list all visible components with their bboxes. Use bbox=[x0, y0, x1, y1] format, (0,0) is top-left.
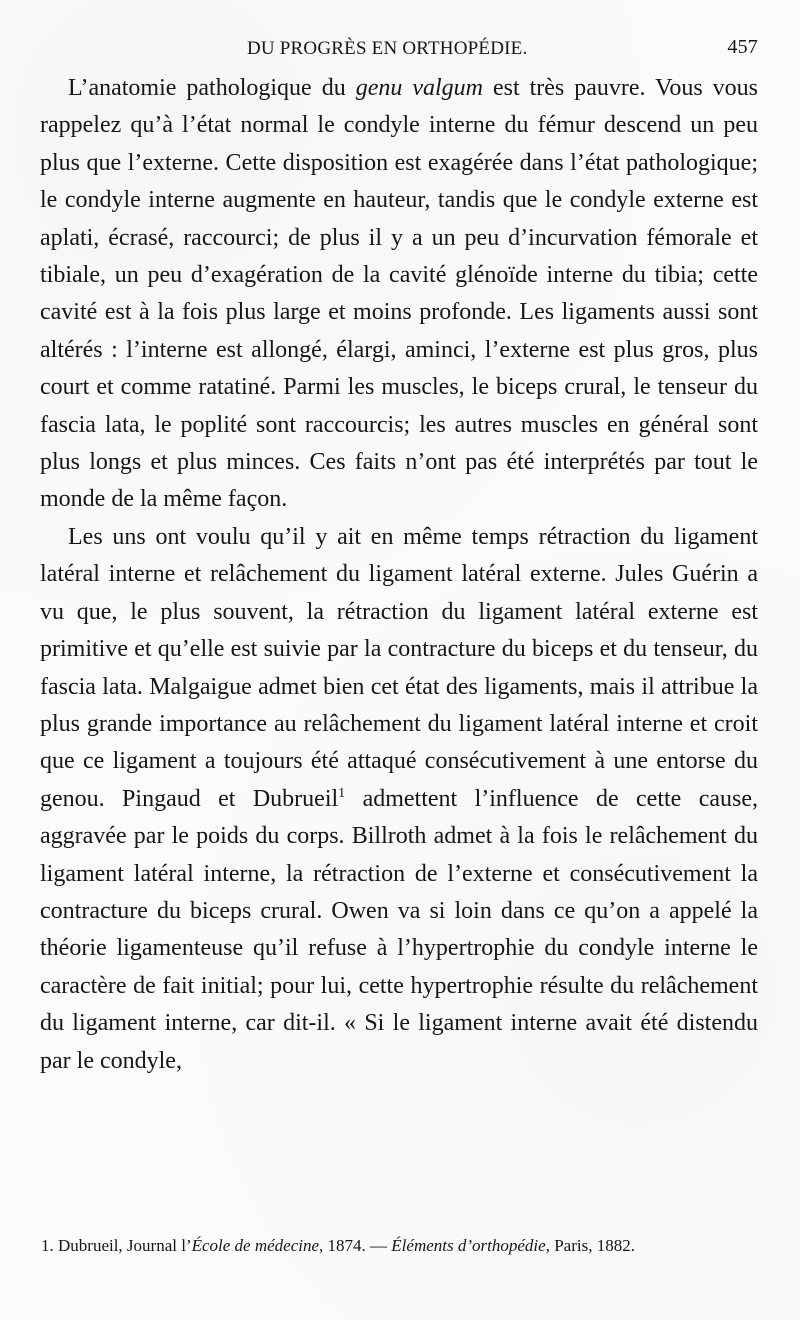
paragraph-2-text-start: Les uns ont voulu qu’il y ait en même temps rétraction du ligament latéral interne et relâchement du ligament latéral externe. Jules Guérin a vu que, le plus souvent, la rétraction du ligament latéral externe est primitive et qu’elle est suivie par la contracture du biceps et du tenseur, du fascia lata. Malgaigue admet bien cet état des ligaments, mais il attribue la plus grande importance au relâchement du ligament latéral interne et croit que ce ligament a toujours été attaqué consécutivement à une entorse du genou. Pingaud et Dubrueil bbox=[40, 523, 758, 812]
paragraph-1-text-start: L’anatomie pathologique du bbox=[68, 75, 356, 101]
running-title: DU PROGRÈS EN ORTHOPÉDIE. bbox=[247, 38, 528, 59]
footnote-journal-title: École de médecine bbox=[191, 1236, 320, 1255]
footnote-number: 1. bbox=[41, 1236, 54, 1255]
footnote-text-a: Dubrueil, Journal l’ bbox=[53, 1236, 192, 1255]
paragraph-2 bbox=[40, 519, 758, 1080]
paragraph-2-text-rest: admettent l’influence de cette cause, aggravée par le poids du corps. Billroth admet à la fois le relâchement du ligament latéral interne, la rétraction de l’externe et consécutivement la contracture du biceps crural. Owen va si loin dans ce qu’on a appelé la théorie ligamenteuse qu’il refuse à l’hypertrophie du condyle interne le caractère de fait initial; pour lui, cette hypertrophie résulte du relâchement du ligament interne, car dit-il. « Si le ligament interne avait été distendu par le condyle, bbox=[40, 785, 758, 1074]
paragraph-1-italic-term: genu valgum bbox=[355, 75, 483, 101]
footnote-text-c: , 1874. — bbox=[319, 1236, 392, 1255]
page-header bbox=[42, 31, 758, 63]
paragraph-1 bbox=[40, 70, 758, 519]
footnote-text-e: , Paris, 1882. bbox=[545, 1236, 635, 1255]
footnote-book-title: Éléments d’orthopédie bbox=[391, 1236, 546, 1255]
footnote bbox=[41, 1231, 759, 1261]
footnote-reference: 1 bbox=[338, 785, 346, 801]
paragraph-1-text-rest: est très pauvre. Vous vous rappelez qu’à l’état normal le condyle interne du fémur descend un peu plus que l’externe. Cette disposition est exagérée dans l’état pathologique; le condyle interne augmente en hauteur, tandis que le condyle externe est aplati, écrasé, raccourci; de plus il y a un peu d’incurvation fémorale et tibiale, un peu d’exagération de la cavité glénoïde interne du tibia; cette cavité est à la fois plus large et moins profonde. Les ligaments aussi sont altérés : l’interne est allongé, élargi, aminci, l’externe est plus gros, plus court et comme ratatiné. Parmi les muscles, le biceps crural, le tenseur du fascia lata, le poplité sont raccourcis; les autres muscles en général sont plus longs et plus minces. Ces faits n’ont pas été interprétés par tout le monde de la même façon. bbox=[40, 75, 759, 513]
main-text bbox=[40, 70, 758, 1080]
page-number: 457 bbox=[727, 36, 758, 58]
